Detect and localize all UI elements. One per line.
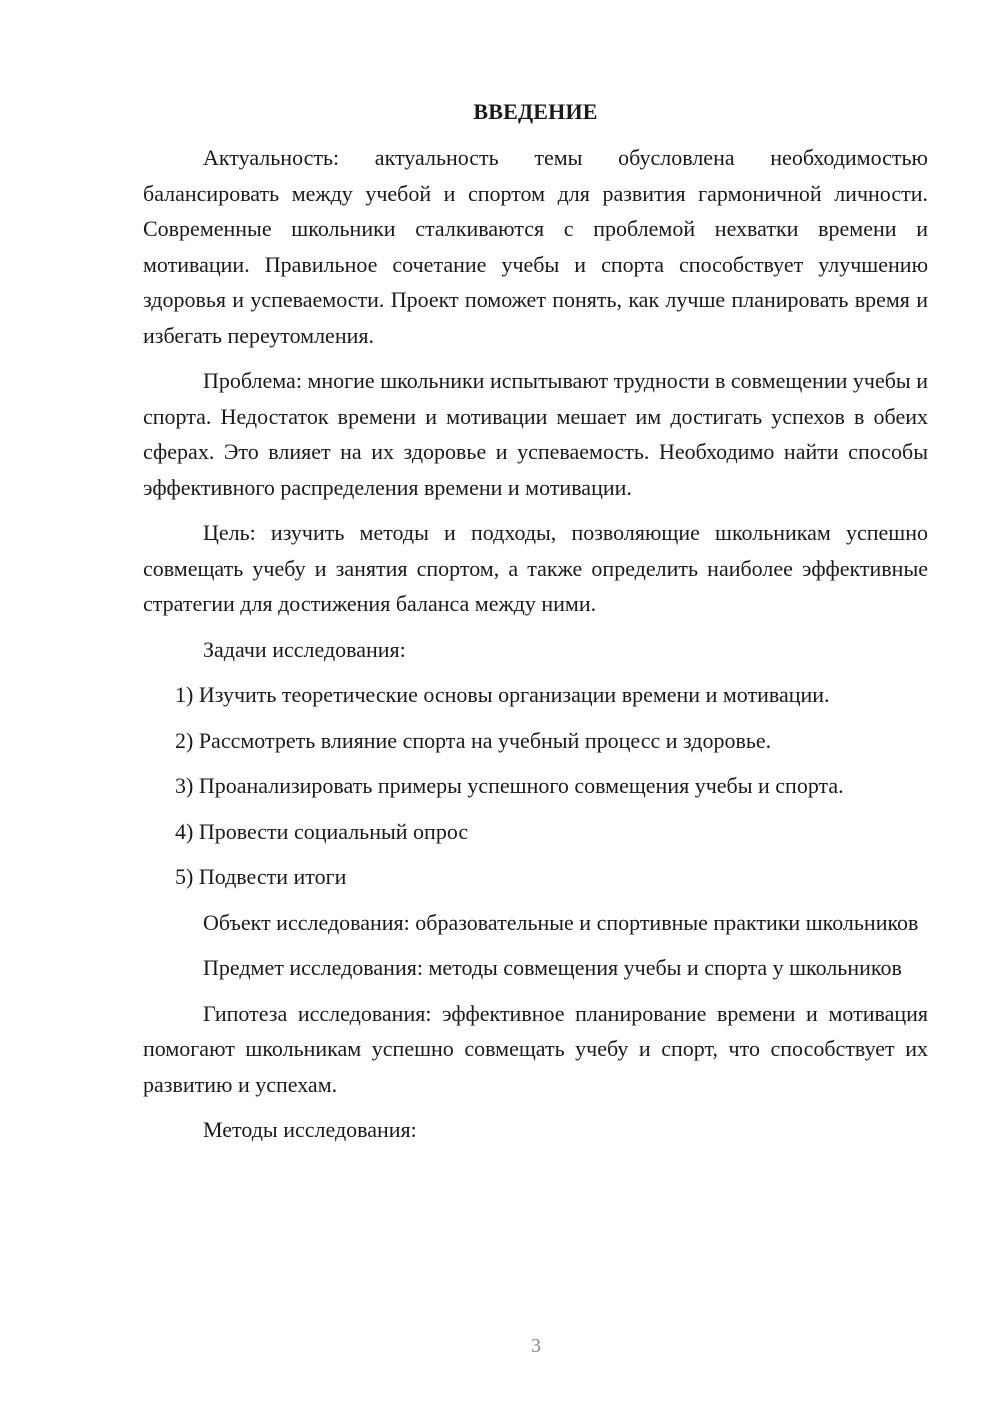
subject-paragraph: Предмет исследования: методы совмещения учебы и спорта у школьников [203, 955, 902, 980]
task-item-4: 4) Провести социальный опрос [175, 818, 469, 844]
hypothesis-paragraph: Гипотеза исследования: эффективное планирование времени и мотивация помогают школьникам успешно совмещать учебу и спорт, что способствует их развитию и успехам. [143, 1000, 928, 1097]
object-paragraph: Объект исследования: образовательные и спортивные практики школьников [203, 909, 919, 935]
task-item-2: 2) Рассмотреть влияние спорта на учебный процесс и здоровье. [175, 727, 772, 753]
page-title: ВВЕДЕНИЕ [473, 99, 598, 124]
task-item-3: 3) Проанализировать примеры успешного совмещения учебы и спорта. [175, 773, 844, 798]
goal-paragraph: Цель: изучить методы и подходы, позволяющие школьникам успешно совмещать учебу и занятия спортом, а также определить наиболее эффективные стратегии для достижения баланса между ними. [143, 520, 928, 616]
page-content [143, 94, 928, 1158]
methods-heading: Методы исследования: [203, 1117, 417, 1142]
relevance-paragraph: Актуальность: актуальность темы обусловлена необходимостью балансировать между учебой и спортом для развития гармоничной личности. Современные школьники сталкиваются с проблемой нехватки времени и мотивации. Правильное сочетание учебы и спорта способствует улучшению здоровья и успеваемости. Проект поможет понять, как лучше планировать время и избегать переутомления. [143, 145, 928, 348]
task-item-1: 1) Изучить теоретические основы организации времени и мотивации. [175, 682, 830, 707]
tasks-heading: Задачи исследования: [203, 636, 406, 662]
page-number: 3 [531, 1335, 541, 1357]
problem-paragraph: Проблема: многие школьники испытывают трудности в совмещении учебы и спорта. Недостаток времени и мотивации мешает им достигать успехов в обеих сферах. Это влияет на их здоровье и успеваемость. Необходимо найти способы эффективного распределения времени и мотивации. [143, 368, 928, 500]
task-item-5: 5) Подвести итоги [175, 864, 347, 889]
